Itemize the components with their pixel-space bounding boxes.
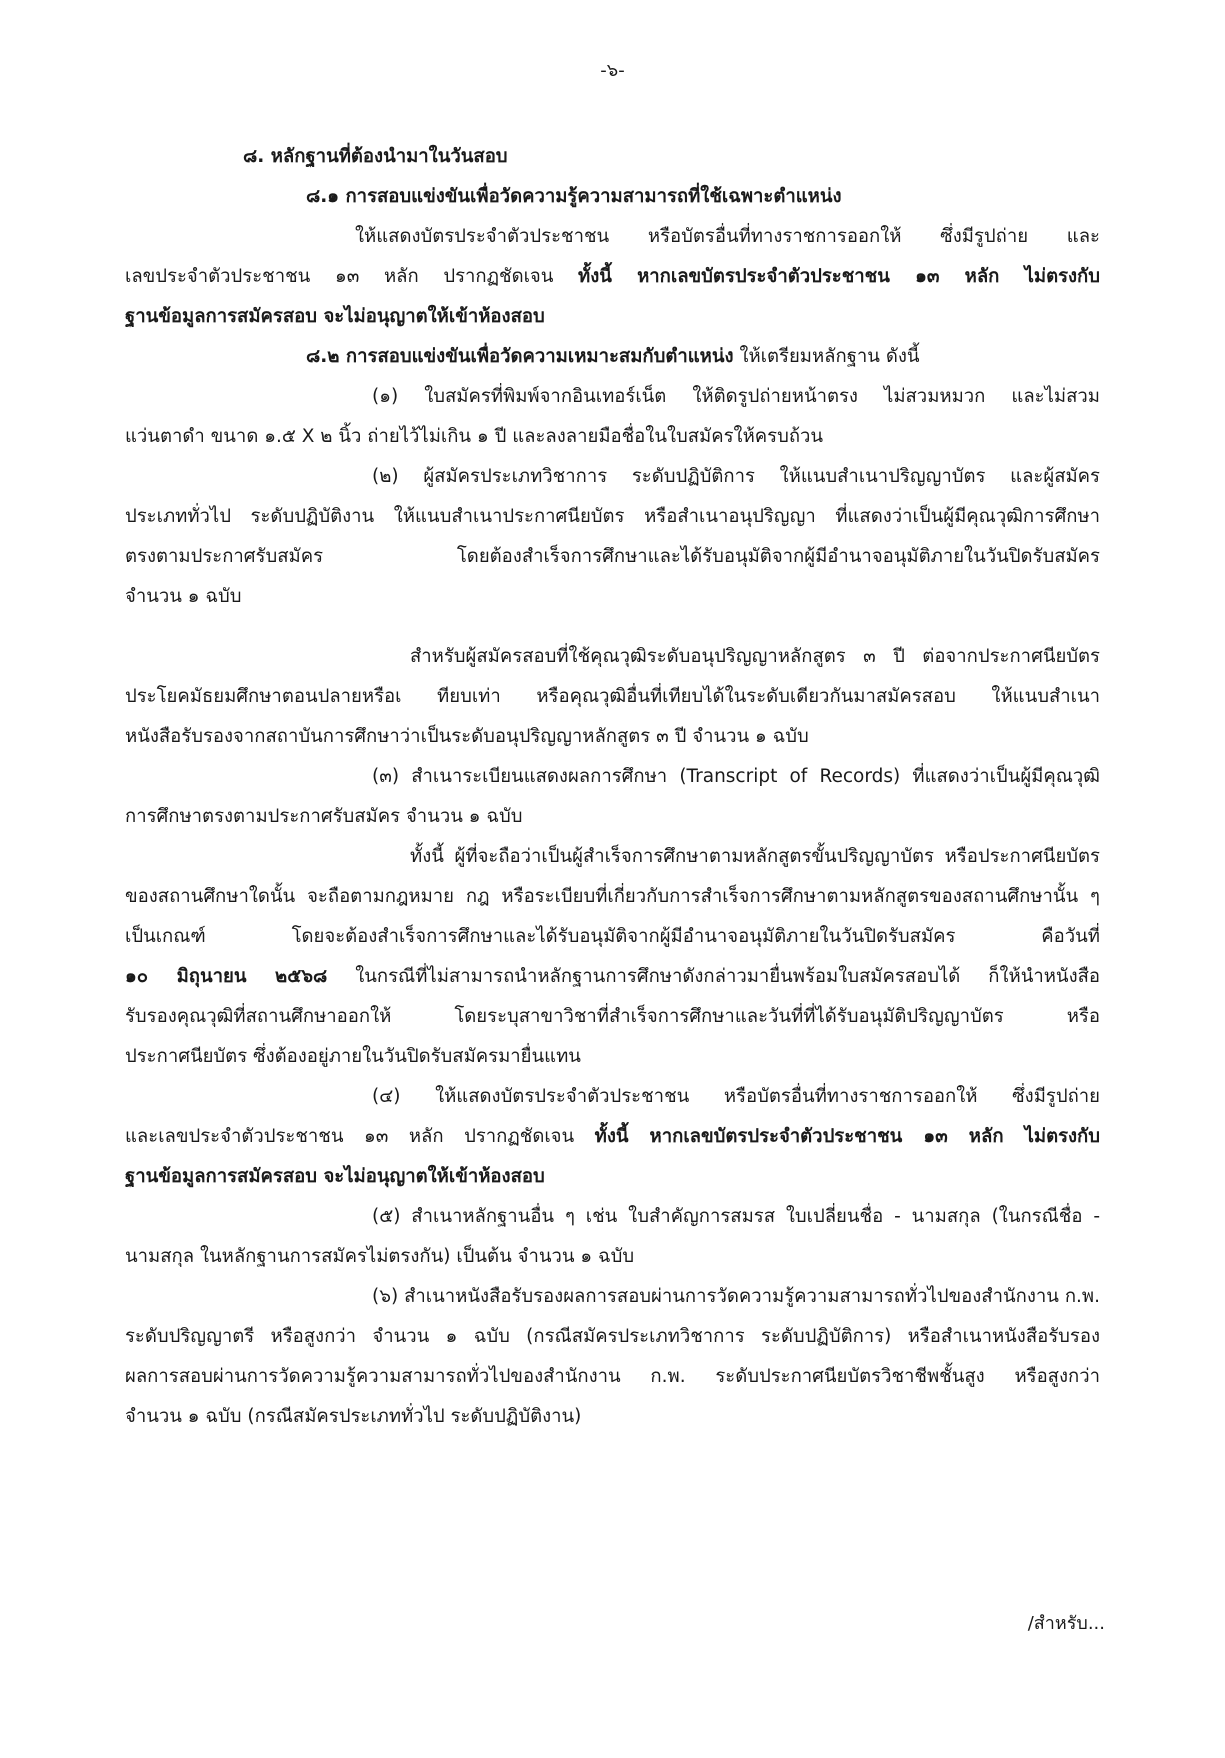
- paragraph-line: นามสกุล ในหลักฐานการสมัครไม่ตรงกัน) เป็นต้น จำนวน ๑ ฉบับ: [125, 1246, 635, 1267]
- list-item-line: (๒) ผู้สมัครประเภทวิชาการ ระดับปฏิบัติการ ให้แนบสำเนาปริญญาบัตร และผู้สมัคร: [372, 466, 1100, 487]
- note-line: ของสถานศึกษาใดนั้น จะถือตามกฎหมาย กฎ หรือระเบียบที่เกี่ยวกับการสำเร็จการศึกษาตามหลักสูตรของสถานศึกษานั้น ๆ: [125, 886, 1100, 907]
- emphasis-line: ฐานข้อมูลการสมัครสอบ จะไม่อนุญาตให้เข้าห้องสอบ: [125, 306, 545, 327]
- paragraph-line: ตรงตามประกาศรับสมัคร โดยต้องสำเร็จการศึกษาและได้รับอนุมัติจากผู้มีอำนาจอนุมัติภายในวันปิดรับสมัคร: [125, 546, 1100, 567]
- emphasis-text: ทั้งนี้ หากเลขบัตรประจำตัวประชาชน ๑๓ หลัก ไม่ตรงกับ: [594, 1126, 1100, 1147]
- note-line: เป็นเกณฑ์ โดยจะต้องสำเร็จการศึกษาและได้รับอนุมัติจากผู้มีอำนาจอนุมัติภายในวันปิดรับสมัคร คือวันที่: [125, 926, 1100, 947]
- text-span: เลขประจำตัวประชาชน ๑๓ หลัก ปรากฏชัดเจน: [125, 266, 579, 287]
- list-item-line: (๑) ใบสมัครที่พิมพ์จากอินเทอร์เน็ต ให้ติดรูปถ่ายหน้าตรง ไม่สวมหมวก และไม่สวม: [372, 386, 1100, 407]
- paragraph-line: ผลการสอบผ่านการวัดความรู้ความสามารถทั่วไปของสำนักงาน ก.พ. ระดับประกาศนียบัตรวิชาชีพชั้นสูง หรือสูงกว่า: [125, 1366, 1100, 1387]
- paragraph-line: ประเภททั่วไป ระดับปฏิบัติงาน ให้แนบสำเนาประกาศนียบัตร หรือสำเนาอนุปริญญา ที่แสดงว่าเป็นผู้มีคุณวุฒิการศึกษา: [125, 506, 1100, 527]
- note-line: รับรองคุณวุฒิที่สถานศึกษาออกให้ โดยระบุสาขาวิชาที่สำเร็จการศึกษาและวันที่ที่ได้รับอนุมัติปริญญาบัตร หรือ: [125, 1006, 1100, 1027]
- note-line: ประกาศนียบัตร ซึ่งต้องอยู่ภายในวันปิดรับสมัครมายื่นแทน: [125, 1046, 581, 1067]
- paragraph-line: [125, 258, 1100, 296]
- emphasis-line: ฐานข้อมูลการสมัครสอบ จะไม่อนุญาตให้เข้าห้องสอบ: [125, 1166, 545, 1187]
- list-item-line: (๕) สำเนาหลักฐานอื่น ๆ เช่น ใบสำคัญการสมรส ใบเปลี่ยนชื่อ - นามสกุล (ในกรณีชื่อ -: [372, 1206, 1100, 1227]
- deadline-date: ๑๐ มิถุนายน ๒๕๖๘: [125, 966, 328, 987]
- note-line: หนังสือรับรองจากสถาบันการศึกษาว่าเป็นระดับอนุปริญญาหลักสูตร ๓ ปี จำนวน ๑ ฉบับ: [125, 726, 809, 747]
- list-item-line: (๓) สำเนาระเบียนแสดงผลการศึกษา (Transcript of Records) ที่แสดงว่าเป็นผู้มีคุณวุฒิ: [372, 766, 1100, 787]
- note-line: สำหรับผู้สมัครสอบที่ใช้คุณวุฒิระดับอนุปริญญาหลักสูตร ๓ ปี ต่อจากประกาศนียบัตร: [410, 646, 1100, 667]
- text-span: และเลขประจำตัวประชาชน ๑๓ หลัก ปรากฏชัดเจน: [125, 1126, 595, 1147]
- note-line: [125, 958, 1100, 996]
- paragraph-line: การศึกษาตรงตามประกาศรับสมัคร จำนวน ๑ ฉบับ: [125, 806, 523, 827]
- paragraph-line: จำนวน ๑ ฉบับ (กรณีสมัครประเภททั่วไป ระดับปฏิบัติงาน): [125, 1406, 582, 1427]
- section-heading: ๘. หลักฐานที่ต้องนำมาในวันสอบ: [243, 146, 508, 167]
- next-page-marker: /สำหรับ...: [1027, 1613, 1105, 1634]
- paragraph-line: [125, 1118, 1100, 1156]
- subsection-heading: ๘.๑ การสอบแข่งขันเพื่อวัดความรู้ความสามารถที่ใช้เฉพาะตำแหน่ง: [306, 186, 842, 207]
- note-line: ประโยคมัธยมศึกษาตอนปลายหรือเ ทียบเท่า หรือคุณวุฒิอื่นที่เทียบได้ในระดับเดียวกันมาสมัครสอบ ให้แนบสำเนา: [125, 686, 1100, 707]
- paragraph-line: ระดับปริญญาตรี หรือสูงกว่า จำนวน ๑ ฉบับ (กรณีสมัครประเภทวิชาการ ระดับปฏิบัติการ) หรือสำเนาหนังสือรับรอง: [125, 1326, 1100, 1347]
- paragraph-line: แว่นตาดำ ขนาด ๑.๕ X ๒ นิ้ว ถ่ายไว้ไม่เกิน ๑ ปี และลงลายมือชื่อในใบสมัครให้ครบถ้วน: [125, 426, 824, 447]
- emphasis-text: ทั้งนี้ หากเลขบัตรประจำตัวประชาชน ๑๓ หลัก ไม่ตรงกับ: [578, 266, 1101, 287]
- text-span: ในกรณีที่ไม่สามารถนำหลักฐานการศึกษาดังกล่าวมายื่นพร้อมใบสมัครสอบได้ ก็ให้นำหนังสือ: [327, 966, 1100, 987]
- list-item-line: (๔) ให้แสดงบัตรประจำตัวประชาชน หรือบัตรอื่นที่ทางราชการออกให้ ซึ่งมีรูปถ่าย: [372, 1086, 1100, 1107]
- paragraph-line: ให้แสดงบัตรประจำตัวประชาชน หรือบัตรอื่นที่ทางราชการออกให้ ซึ่งมีรูปถ่าย และ: [355, 226, 1100, 247]
- list-item-line: (๖) สำเนาหนังสือรับรองผลการสอบผ่านการวัดความรู้ความสามารถทั่วไปของสำนักงาน ก.พ.: [372, 1286, 1100, 1307]
- text-span: ให้เตรียมหลักฐาน ดังนี้: [733, 346, 920, 367]
- paragraph-line: จำนวน ๑ ฉบับ: [125, 586, 242, 607]
- subsection-heading-text: ๘.๒ การสอบแข่งขันเพื่อวัดความเหมาะสมกับตำแหน่ง: [306, 346, 734, 367]
- page-number: -๖-: [600, 60, 625, 81]
- subsection-heading: [306, 338, 920, 376]
- note-line: ทั้งนี้ ผู้ที่จะถือว่าเป็นผู้สำเร็จการศึกษาตามหลักสูตรขั้นปริญญาบัตร หรือประกาศนียบัตร: [410, 846, 1100, 867]
